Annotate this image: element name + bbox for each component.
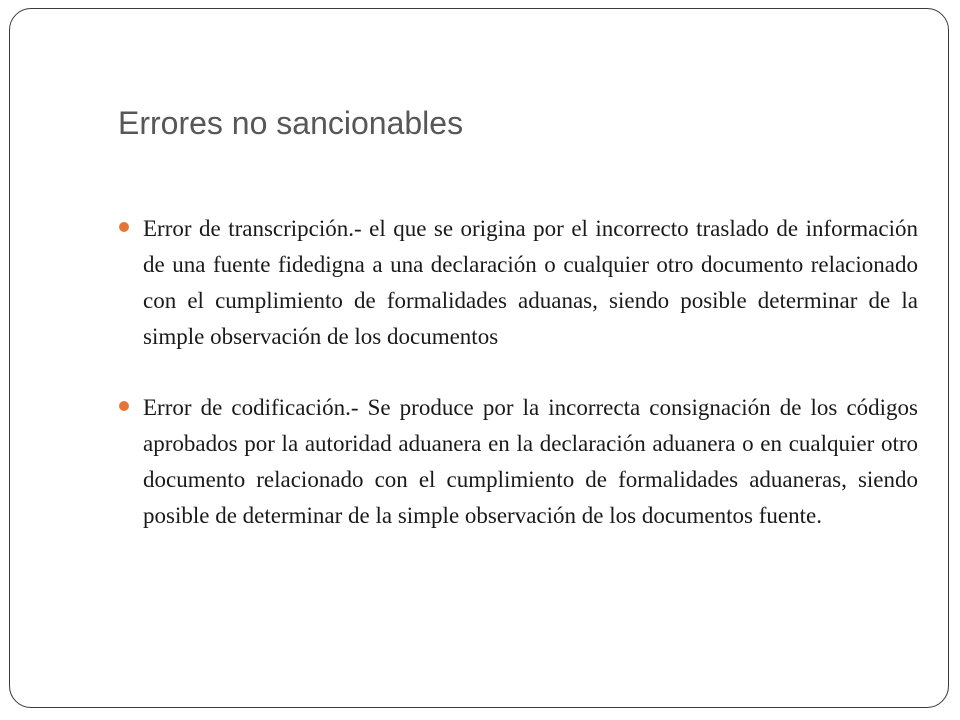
bullet-text: Error de codificación.- Se produce por la incorrecta consignación de los códigos aprobados por la autoridad aduanera en la declaración aduanera o en cualquier otro documento relacionado con el cumplimiento de formalidades aduaneras, siendo posible de determinar de la simple observación de los documentos fuente. bbox=[143, 395, 918, 528]
bullet-text: Error de transcripción.- el que se origina por el incorrecto traslado de información de una fuente fidedigna a una declaración o cualquier otro documento relacionado con el cumplimiento de formalidades aduanas, siendo posible determinar de la simple observación de los documentos bbox=[143, 216, 918, 349]
slide-title: Errores no sancionables bbox=[118, 105, 464, 141]
slide-frame bbox=[9, 8, 949, 708]
bullet-list bbox=[118, 211, 918, 569]
bullet-item-coding-error bbox=[118, 390, 918, 534]
bullet-item-transcription-error bbox=[118, 211, 918, 355]
bullet-dot-icon bbox=[119, 222, 129, 232]
bullet-dot-icon bbox=[119, 401, 129, 411]
